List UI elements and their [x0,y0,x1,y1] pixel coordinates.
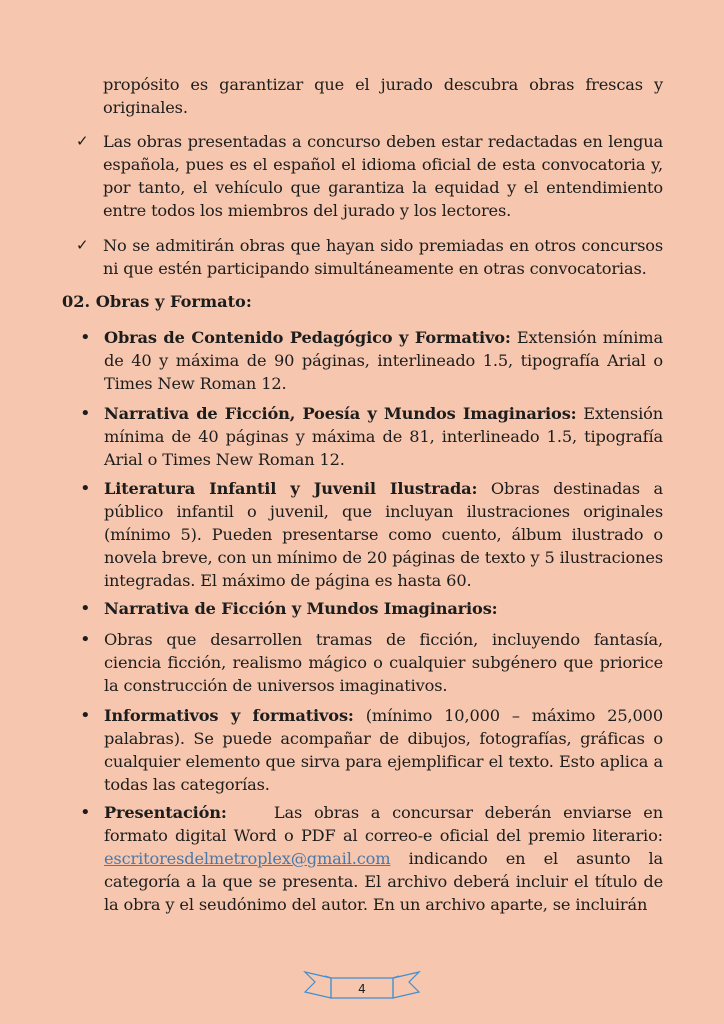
bullet-item [80,402,663,471]
check-item-text: No se admitirán obras que hayan sido premiadas en otros concursos ni que estén participando simultáneamente en otras convocatorias. [103,236,663,278]
bullet-label: Obras de Contenido Pedagógico y Formativo: [104,328,511,347]
bullet-text [104,326,663,395]
bullet-item-presentation [80,801,668,916]
page-number: 4 [358,982,366,996]
bullet-description: Extensión mínima de 40 páginas y máxima de 81, interlineado 1.5, tipografía Arial o Times New Roman 12. [104,404,663,469]
checkmark-icon: ✓ [76,236,89,254]
bullet-dot: • [80,478,91,499]
bullet-text [104,597,663,620]
bullet-item [80,477,663,592]
bullet-text [104,704,663,796]
bullet-item [80,326,663,395]
check-item-prior-awards [76,234,663,280]
checkmark-icon: ✓ [76,132,89,150]
presentation-text: Las obras a concursar deberán enviarse en formato digital Word o PDF al correo-e oficial del premio literario: [104,803,668,845]
bullet-item [80,597,663,620]
bullet-dot: • [80,629,91,650]
bullet-description: Extensión mínima de 40 y máxima de 90 páginas, interlineado 1.5, tipografía Arial o Times New Roman 12. [104,328,663,393]
email-link[interactable]: escritoresdelmetroplex@gmail.com [104,849,391,868]
bullet-label: Narrativa de Ficción, Poesía y Mundos Imaginarios: [104,404,577,423]
bullet-dot: • [80,403,91,424]
bullet-item [80,628,663,697]
bullet-description: (mínimo 10,000 – máximo 25,000 palabras). Se puede acompañar de dibujos, fotografías, gráficas o cualquier elemento que sirva para ejemplificar el texto. Esto aplica a todas las categorías. [104,706,663,794]
bullet-dot: • [80,802,91,823]
bullet-label: Presentación: [104,803,227,822]
bullet-text [104,801,668,916]
bullet-dot: • [80,327,91,348]
bullet-label: Informativos y formativos: [104,706,354,725]
check-item-language [76,130,663,222]
bullet-label: Narrativa de Ficción y Mundos Imaginarios: [104,599,498,618]
check-item-text: Las obras presentadas a concurso deben estar redactadas en lengua española, pues es el español el idioma oficial de esta convocatoria y, por tanto, el vehículo que garantiza la equidad y el entendimiento entre todos los miembros del jurado y los lectores. [103,132,663,220]
bullet-description: Obras destinadas a público infantil o juvenil, que incluyan ilustraciones originales (mínimo 5). Pueden presentarse como cuento, álbum ilustrado o novela breve, con un mínimo de 20 páginas de texto y 5 ilustraciones integradas. El máximo de página es hasta 60. [104,479,663,590]
presentation-text-continued: indicando en el asunto la categoría a la que se presenta. El archivo deberá incluir el título de la obra y el seudónimo del autor. En un archivo aparte, se incluirán [104,849,663,914]
bullet-text [104,402,663,471]
bullet-text [104,477,663,592]
bullet-label: Literatura Infantil y Juvenil Ilustrada: [104,479,478,498]
section-heading: 02. Obras y Formato: [62,292,252,311]
bullet-description: Obras que desarrollen tramas de ficción, incluyendo fantasía, ciencia ficción, realismo mágico o cualquier subgénero que priorice la construcción de universos imaginativos. [104,630,663,695]
bullet-text [104,628,663,697]
bullet-dot: • [80,705,91,726]
intro-paragraph: propósito es garantizar que el jurado descubra obras frescas y originales. [103,75,663,117]
bullet-dot: • [80,598,91,619]
bullet-item [80,704,663,796]
